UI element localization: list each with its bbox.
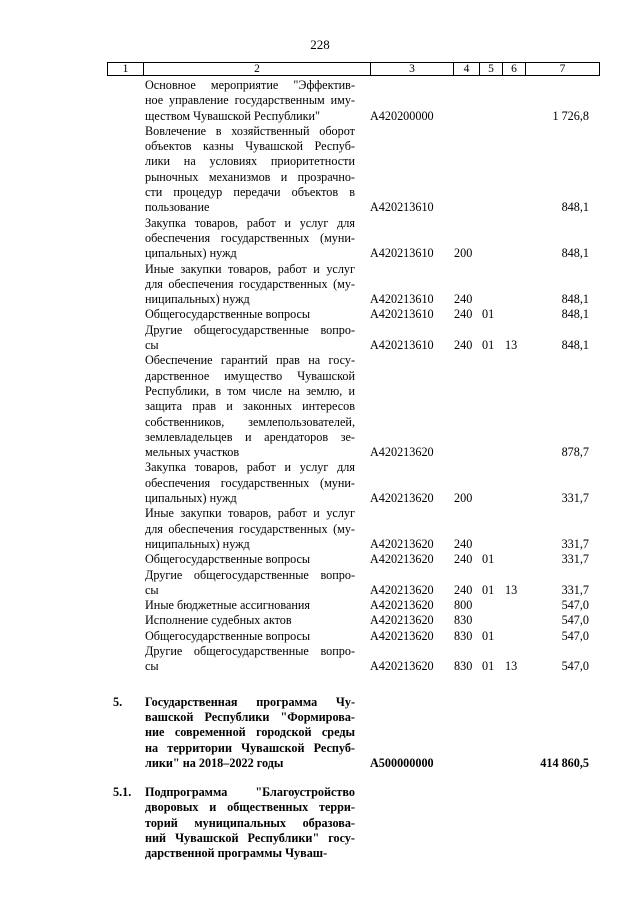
row-name — [145, 124, 355, 216]
row-expense-type: 800 — [454, 598, 473, 613]
table-row — [0, 613, 640, 628]
row-amount: 414 860,5 — [540, 755, 589, 770]
row-expense-type: 240 — [454, 307, 473, 322]
row-name-line: сы — [145, 659, 159, 674]
row-name-line: Другие общегосударственные вопро- — [145, 567, 355, 582]
row-amount: 331,7 — [561, 552, 589, 567]
row-code: А420213620 — [370, 628, 434, 643]
row-name-line: Закупка товаров, работ и услуг для — [145, 215, 355, 230]
row-name-line: собственников, землепользователей, — [145, 414, 355, 429]
row-code: А420213610 — [370, 307, 434, 322]
row-name-line: ципальных) нужд — [145, 246, 237, 261]
row-name — [145, 568, 355, 599]
row-expense-type: 830 — [454, 628, 473, 643]
row-code: А420200000 — [370, 108, 434, 123]
row-name — [145, 216, 355, 262]
header-col-1: 1 — [122, 63, 129, 75]
row-name — [145, 613, 355, 628]
row-code: А420213620 — [370, 445, 434, 460]
row-name-line: защита прав и законных интересов — [145, 399, 355, 414]
row-section: 01 — [482, 659, 495, 674]
row-name — [145, 460, 355, 506]
table-row — [0, 262, 640, 308]
row-name-line: ние современной городской среды — [145, 725, 355, 740]
row-code: А500000000 — [370, 755, 434, 770]
table-row — [0, 124, 640, 216]
row-amount: 547,0 — [561, 659, 589, 674]
row-code: А420213620 — [370, 598, 434, 613]
table-body — [0, 78, 640, 862]
table-row — [0, 216, 640, 262]
row-name — [145, 598, 355, 613]
row-expense-type: 240 — [454, 536, 473, 551]
row-section: 01 — [482, 582, 495, 597]
header-col-7: 7 — [559, 63, 566, 75]
row-name-line: Республики, в том числе на землю, и — [145, 383, 355, 398]
row-expense-type: 240 — [454, 552, 473, 567]
row-name-line: торий муниципальных образова- — [145, 815, 355, 830]
row-amount: 547,0 — [561, 613, 589, 628]
row-name — [145, 353, 355, 460]
row-section: 01 — [482, 307, 495, 322]
header-col-3: 3 — [409, 63, 415, 75]
row-name-line: для обеспечения государственных (му- — [145, 276, 355, 291]
table-header — [107, 62, 600, 76]
row-amount: 331,7 — [561, 582, 589, 597]
row-amount: 547,0 — [561, 598, 589, 613]
row-name-line: вашской Республики "Формирова- — [145, 709, 355, 724]
row-amount: 878,7 — [561, 445, 589, 460]
row-name — [145, 644, 355, 675]
row-name-line: Общегосударственные вопросы — [145, 628, 311, 643]
row-code: А420213610 — [370, 246, 434, 261]
header-col-4: 4 — [463, 63, 470, 75]
row-name-line: лики на условиях приоритетности — [145, 154, 355, 169]
row-expense-type: 830 — [454, 659, 473, 674]
row-code: А420213620 — [370, 491, 434, 506]
row-subsection: 13 — [505, 582, 518, 597]
row-name — [145, 307, 355, 322]
row-code: А420213610 — [370, 292, 434, 307]
row-name-line: дарственной программы Чуваш- — [145, 846, 328, 861]
row-section: 01 — [482, 552, 495, 567]
row-name — [145, 629, 355, 644]
row-subsection: 13 — [505, 659, 518, 674]
row-name-line: землевладельцев и арендаторов зе- — [145, 429, 355, 444]
row-subsection: 13 — [505, 338, 518, 353]
row-name-line: Иные закупки товаров, работ и услуг — [145, 506, 355, 521]
row-code: А420213620 — [370, 536, 434, 551]
row-name-line: Общегосударственные вопросы — [145, 307, 311, 322]
row-name-line: ципальных) нужд — [145, 491, 237, 506]
table-row — [0, 644, 640, 675]
row-name-line: дворовых и общественных терри- — [145, 800, 355, 815]
row-amount: 848,1 — [561, 307, 589, 322]
row-name-line: лики" на 2018–2022 годы — [145, 755, 284, 770]
row-name-line: рыночных механизмов и прозрачно- — [145, 169, 355, 184]
row-expense-type: 200 — [454, 246, 473, 261]
table-row — [0, 598, 640, 613]
section-number: 5. — [113, 694, 123, 709]
row-expense-type: 240 — [454, 292, 473, 307]
row-name — [145, 695, 355, 771]
table-row — [0, 323, 640, 354]
row-code: А420213620 — [370, 582, 434, 597]
table-row — [0, 460, 640, 506]
row-name-line: Основное мероприятие "Эффектив- — [145, 78, 355, 92]
row-name-line: Иные закупки товаров, работ и услуг — [145, 261, 355, 276]
table-row — [0, 568, 640, 599]
row-name-line: Подпрограмма "Благоустройство — [145, 785, 355, 800]
row-section: 01 — [482, 338, 495, 353]
row-name-line: дарственное имущество Чувашской — [145, 368, 355, 383]
row-name — [145, 785, 355, 861]
row-name-line: на территории Чувашской Респуб- — [145, 740, 355, 755]
header-col-5: 5 — [488, 63, 494, 75]
row-expense-type: 200 — [454, 491, 473, 506]
table-row — [0, 785, 640, 862]
row-name-line: Исполнение судебных актов — [145, 613, 292, 628]
row-code: А420213610 — [370, 338, 434, 353]
row-amount: 547,0 — [561, 628, 589, 643]
row-amount: 331,7 — [561, 536, 589, 551]
row-amount: 1 726,8 — [552, 108, 589, 123]
row-name-line: Вовлечение в хозяйственный оборот — [145, 123, 355, 138]
row-name — [145, 506, 355, 552]
row-amount: 848,1 — [561, 338, 589, 353]
header-col-2: 2 — [254, 63, 260, 75]
page-number: 228 — [310, 37, 330, 52]
row-name-line: сы — [145, 338, 159, 353]
row-expense-type: 830 — [454, 613, 473, 628]
row-name-line: Другие общегосударственные вопро- — [145, 322, 355, 337]
row-name — [145, 552, 355, 567]
row-name-line: обеспечения государственных (муни- — [145, 475, 355, 490]
table-row — [0, 307, 640, 322]
row-name-line: для обеспечения государственных (му- — [145, 521, 355, 536]
table-row — [0, 506, 640, 552]
table-row — [0, 695, 640, 772]
table-row — [0, 78, 640, 124]
row-name-line: Иные бюджетные ассигнования — [145, 598, 311, 613]
row-name-line: пользование — [145, 200, 210, 215]
row-name-line: ниципальных) нужд — [145, 292, 250, 307]
header-col-6: 6 — [511, 63, 517, 75]
row-name-line: ное управление государственным иму- — [145, 93, 355, 108]
table-row — [0, 552, 640, 567]
row-name — [145, 262, 355, 308]
row-name-line: ний Чувашской Республики" госу- — [145, 831, 355, 845]
row-name-line: ществом Чувашской Республики" — [145, 108, 321, 123]
row-expense-type: 240 — [454, 338, 473, 353]
table-row — [0, 629, 640, 644]
row-name-line: мельных участков — [145, 445, 240, 460]
row-name-line: Государственная программа Чу- — [145, 694, 355, 709]
row-name-line: объектов казны Чувашской Респуб- — [145, 139, 355, 154]
row-amount: 848,1 — [561, 292, 589, 307]
row-amount: 848,1 — [561, 246, 589, 261]
row-name-line: сти процедур передачи объектов в — [145, 185, 355, 200]
row-name-line: сы — [145, 582, 159, 597]
row-amount: 848,1 — [561, 200, 589, 215]
row-code: А420213610 — [370, 200, 434, 215]
section-number: 5.1. — [113, 785, 132, 800]
row-name — [145, 78, 355, 124]
row-code: А420213620 — [370, 613, 434, 628]
row-expense-type: 240 — [454, 582, 473, 597]
row-section: 01 — [482, 628, 495, 643]
row-amount: 331,7 — [561, 491, 589, 506]
row-code: А420213620 — [370, 659, 434, 674]
table-row — [0, 353, 640, 460]
row-name-line: Общегосударственные вопросы — [145, 552, 311, 567]
row-name-line: ниципальных) нужд — [145, 536, 250, 551]
row-name-line: Закупка товаров, работ и услуг для — [145, 460, 355, 475]
row-code: А420213620 — [370, 552, 434, 567]
row-name-line: обеспечения государственных (муни- — [145, 230, 355, 245]
row-name-line: Другие общегосударственные вопро- — [145, 644, 355, 659]
row-name — [145, 323, 355, 354]
row-name-line: Обеспечение гарантий прав на госу- — [145, 353, 355, 368]
